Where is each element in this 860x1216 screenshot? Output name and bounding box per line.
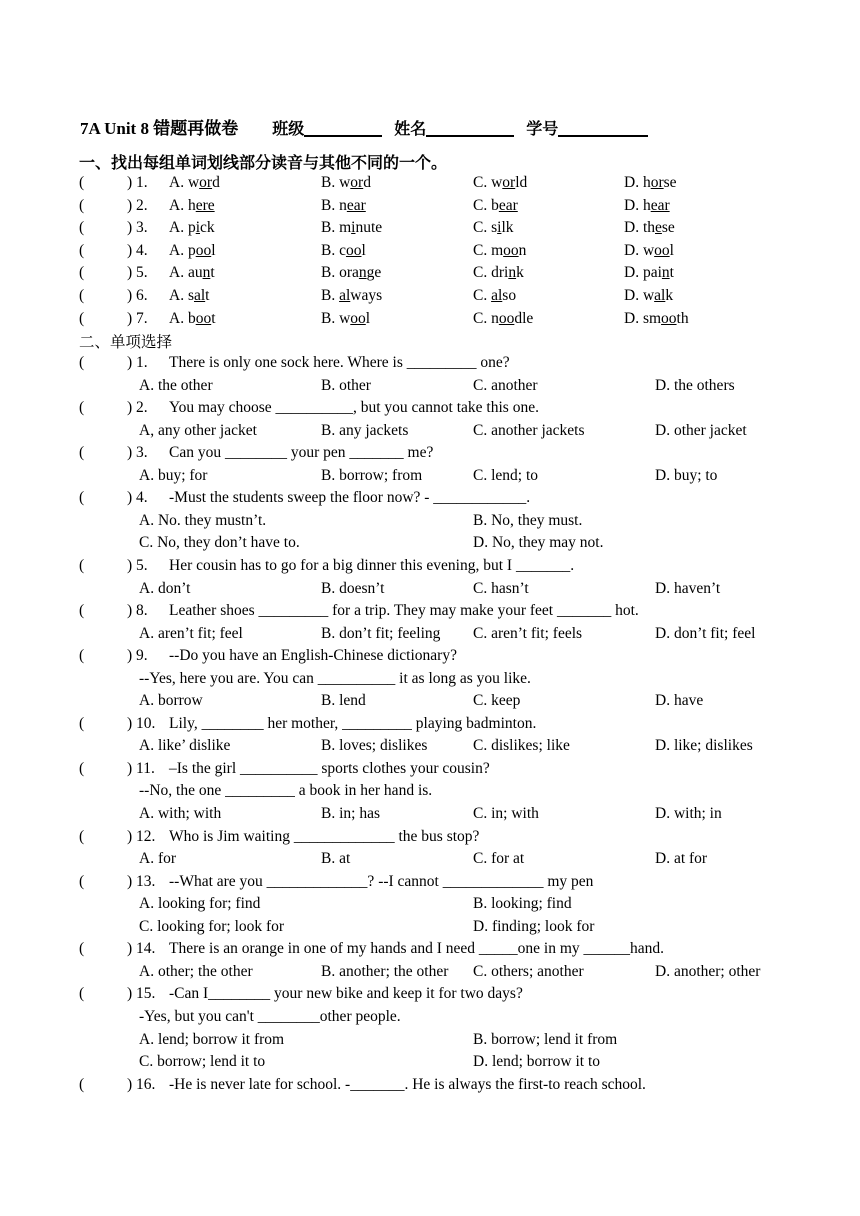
answer-option[interactable]: A. looking for; find [139, 895, 261, 913]
option-d[interactable] [624, 263, 674, 283]
answer-option[interactable]: B. in; has [321, 805, 380, 822]
answer-option[interactable]: A. buy; for [139, 466, 208, 484]
answer-paren-open: ( [79, 827, 85, 845]
option-c[interactable] [473, 218, 514, 238]
option-a[interactable] [169, 218, 215, 238]
option-a[interactable] [169, 286, 209, 306]
option-b[interactable] [321, 309, 370, 329]
option-text: C. m [473, 241, 504, 259]
option-text: D. h [624, 174, 651, 191]
answer-option[interactable]: C. looking for; look for [139, 917, 285, 935]
answer-option[interactable]: B. borrow; lend it from [473, 1030, 618, 1048]
option-d[interactable] [624, 218, 675, 238]
answer-option[interactable]: D. haven’t [655, 579, 721, 597]
question-number: ) 2. [127, 399, 148, 417]
answer-paren-open: ( [79, 354, 85, 371]
question-number: ) 12. [127, 827, 156, 845]
question-number: ) 2. [127, 196, 148, 214]
underlined-letters: i [497, 219, 502, 237]
answer-option[interactable]: A. other; the other [139, 962, 253, 980]
underlined-letters: ear [346, 196, 366, 214]
answer-paren-open: ( [79, 602, 85, 620]
question-number: ) 9. [127, 647, 148, 665]
question-number: ) 11. [127, 759, 155, 777]
question-text: Who is Jim waiting _____________ the bus stop? [169, 827, 480, 845]
answer-paren-open: ( [79, 287, 85, 304]
class-blank[interactable] [304, 119, 382, 137]
underlined-letters: n [202, 264, 211, 282]
answer-option[interactable]: A, any other jacket [139, 421, 257, 439]
underlined-letters: oo [498, 309, 515, 327]
underlined-letters: oo [654, 241, 670, 259]
question-number: ) 14. [127, 940, 156, 958]
option-text: se [661, 219, 675, 237]
question-number: ) 3. [127, 219, 148, 237]
option-b[interactable] [321, 196, 366, 216]
answer-paren-open: ( [79, 174, 85, 191]
question-text: -Yes, but you can't ________other people. [139, 1007, 401, 1025]
answer-option[interactable]: C. hasn’t [473, 579, 529, 597]
answer-paren-open: ( [79, 489, 85, 507]
option-text: B. ora [321, 264, 359, 282]
option-text: A. h [169, 196, 196, 214]
option-text: C. n [473, 309, 499, 327]
answer-option[interactable]: C. aren’t fit; feels [473, 624, 583, 642]
option-c[interactable] [473, 173, 527, 193]
answer-option[interactable]: C. another jackets [473, 421, 585, 439]
option-b[interactable] [321, 173, 371, 193]
answer-option[interactable]: A. with; with [139, 805, 222, 822]
option-text: D. pai [624, 264, 662, 282]
option-text: C. b [473, 196, 499, 214]
answer-paren-open: ( [79, 196, 85, 214]
option-a[interactable] [169, 173, 220, 193]
answer-option[interactable]: C. lend; to [473, 466, 539, 484]
answer-option[interactable]: C. for at [473, 850, 525, 868]
question-text: --What are you _____________? --I cannot _____________ my pen [169, 872, 594, 890]
answer-option[interactable]: B. lend [321, 692, 366, 710]
option-text: l [211, 241, 216, 259]
answer-option[interactable]: B. looking; find [473, 895, 572, 913]
answer-option[interactable]: D. buy; to [655, 466, 718, 484]
page-title [80, 114, 648, 139]
option-text: B. [321, 287, 340, 304]
option-a[interactable] [169, 241, 216, 261]
answer-option[interactable]: A. for [139, 850, 177, 868]
answer-option[interactable]: D. don’t fit; feel [655, 624, 756, 642]
question-text: There is only one sock here. Where is _________ one? [169, 354, 510, 371]
answer-paren-open: ( [79, 444, 85, 462]
option-text: A. p [169, 219, 196, 237]
question-text: –Is the girl __________ sports clothes your cousin? [169, 759, 490, 777]
underlined-letters: oo [345, 241, 362, 259]
option-text: A. s [169, 287, 194, 304]
option-text: B. m [321, 219, 352, 237]
answer-option[interactable]: A. aren’t fit; feel [139, 624, 243, 642]
underlined-letters: al [339, 287, 351, 304]
option-text: nute [355, 219, 383, 237]
option-d[interactable] [624, 173, 677, 193]
answer-option[interactable]: B. any jackets [321, 421, 409, 439]
class-label: 班级 [272, 119, 305, 138]
question-text: --Do you have an English-Chinese dictionary? [169, 647, 457, 665]
question-number: ) 16. [127, 1075, 156, 1093]
option-text: k [665, 287, 674, 304]
option-text: D. w [624, 241, 655, 259]
option-text: se [663, 174, 677, 191]
answer-option[interactable]: D. another; other [655, 962, 761, 980]
answer-paren-open: ( [79, 985, 85, 1003]
number-label: 学号 [526, 119, 559, 138]
answer-option[interactable]: D. lend; borrow it to [473, 1053, 600, 1071]
option-text: n [518, 241, 527, 259]
answer-option[interactable]: D. like; dislikes [655, 737, 753, 755]
answer-paren-open: ( [79, 399, 85, 417]
option-text: B. n [321, 196, 347, 214]
option-text: so [502, 287, 517, 304]
underlined-letters: al [491, 287, 503, 304]
answer-option[interactable]: A. borrow [139, 692, 203, 710]
option-b[interactable] [321, 263, 381, 283]
question-number: ) 3. [127, 444, 148, 462]
option-text: d [212, 174, 220, 191]
answer-paren-open: ( [79, 309, 85, 327]
option-d[interactable] [624, 196, 670, 216]
option-text: C. dri [473, 264, 509, 282]
answer-option[interactable]: C. No, they don’t have to. [139, 534, 300, 552]
answer-paren-open: ( [79, 647, 85, 665]
underlined-letters: ere [195, 196, 215, 214]
option-a[interactable] [169, 196, 215, 216]
question-number: ) 10. [127, 714, 156, 732]
option-text: l [669, 241, 674, 259]
option-text: t [205, 287, 210, 304]
answer-option[interactable]: B. borrow; from [321, 466, 423, 484]
option-text: A. b [169, 309, 196, 327]
answer-option[interactable]: D. finding; look for [473, 917, 595, 935]
underlined-letters: or [350, 174, 364, 191]
answer-option[interactable]: B. doesn’t [321, 579, 385, 597]
name-label: 姓名 [394, 119, 427, 138]
underlined-letters: oo [195, 241, 212, 259]
option-c[interactable] [473, 196, 518, 216]
option-text: B. c [321, 241, 346, 259]
question-number: ) 13. [127, 872, 156, 890]
option-c[interactable] [473, 263, 524, 283]
answer-option[interactable]: A. don’t [139, 579, 191, 597]
answer-option[interactable]: C. borrow; lend it to [139, 1053, 266, 1071]
option-text: lk [501, 219, 514, 237]
question-text: Lily, ________ her mother, _________ playing badminton. [169, 714, 537, 732]
answer-paren-open: ( [79, 1075, 85, 1093]
option-text: D. w [624, 287, 655, 304]
option-a[interactable] [169, 263, 215, 283]
underlined-letters: or [199, 174, 213, 191]
option-text: C. [473, 287, 492, 304]
question-text: -Can I________ your new bike and keep it for two days? [169, 985, 523, 1003]
answer-option[interactable]: A. No. they mustn’t. [139, 511, 267, 529]
answer-paren-open: ( [79, 759, 85, 777]
section1-heading: 一、找出每组单词划线部分读音与其他不同的一个。 [79, 153, 448, 172]
option-text: th [676, 309, 689, 327]
underlined-letters: i [195, 219, 201, 237]
answer-option[interactable]: D. other jacket [655, 421, 747, 439]
option-text: C. s [473, 219, 498, 237]
option-text: ge [366, 264, 382, 282]
answer-option[interactable]: D. with; in [655, 805, 722, 822]
question-number: ) 4. [127, 489, 148, 507]
option-text: B. w [321, 309, 351, 327]
question-number: ) 7. [127, 309, 148, 327]
answer-option[interactable]: A. the other [139, 376, 213, 394]
answer-paren-open: ( [79, 940, 85, 958]
option-d[interactable] [624, 286, 673, 306]
answer-option[interactable]: B. at [321, 850, 351, 868]
question-text: Her cousin has to go for a big dinner this evening, but I _______. [169, 556, 575, 574]
option-text: A. w [169, 174, 200, 191]
option-text: D. th [624, 219, 655, 237]
name-blank[interactable] [426, 119, 514, 137]
question-number: ) 1. [127, 354, 148, 371]
question-number: ) 1. [127, 174, 148, 191]
option-b[interactable] [321, 218, 382, 238]
option-text: t [210, 264, 215, 282]
underlined-letters: n [358, 264, 367, 282]
answer-paren-open: ( [79, 264, 85, 282]
question-number: ) 5. [127, 264, 148, 282]
option-text: ld [515, 174, 528, 191]
option-text: ways [350, 287, 383, 304]
underlined-letters: al [654, 287, 666, 304]
question-text: Leather shoes _________ for a trip. They may make your feet _______ hot. [169, 602, 639, 620]
question-number: ) 8. [127, 602, 148, 620]
underlined-letters: or [650, 174, 664, 191]
question-number: ) 4. [127, 241, 148, 259]
answer-paren-open: ( [79, 872, 85, 890]
option-text: l [361, 241, 366, 259]
question-text: --Yes, here you are. You can __________ it as long as you like. [139, 669, 531, 687]
underlined-letters: oo [350, 309, 366, 327]
question-text: -Must the students sweep the floor now? - ____________. [169, 489, 531, 507]
question-text: Can you ________ your pen _______ me? [169, 444, 434, 462]
option-text: k [516, 264, 524, 282]
answer-paren-open: ( [79, 556, 85, 574]
option-text: d [363, 174, 371, 191]
option-b[interactable] [321, 241, 366, 261]
option-text: A. au [169, 264, 203, 282]
answer-option[interactable]: B. another; the other [321, 962, 449, 980]
option-text: l [365, 309, 371, 327]
answer-option[interactable]: C. another [473, 376, 538, 394]
option-text: t [211, 309, 216, 327]
option-c[interactable] [473, 286, 516, 306]
option-text: ck [200, 219, 215, 237]
option-c[interactable] [473, 241, 526, 261]
answer-option[interactable]: B. No, they must. [473, 511, 583, 529]
underlined-letters: n [508, 264, 517, 282]
option-c[interactable] [473, 309, 533, 329]
underlined-letters: n [661, 264, 670, 282]
option-a[interactable] [169, 309, 216, 329]
option-text: A. p [169, 241, 196, 259]
answer-option[interactable]: D. the others [655, 376, 735, 394]
option-text: t [669, 264, 674, 282]
answer-option[interactable]: B. other [321, 376, 371, 394]
question-text: There is an orange in one of my hands and I need _____one in my ______hand. [169, 940, 665, 958]
answer-option[interactable]: B. don’t fit; feeling [321, 624, 441, 642]
answer-paren-open: ( [79, 219, 85, 237]
answer-option[interactable]: C. others; another [473, 962, 584, 980]
option-text: B. w [321, 174, 351, 191]
option-d[interactable] [624, 309, 689, 329]
underlined-letters: ear [498, 196, 518, 214]
option-text: C. w [473, 174, 503, 191]
option-text: dle [514, 309, 534, 327]
answer-option[interactable]: A. lend; borrow it from [139, 1030, 285, 1048]
section2-heading: 二、单项选择 [79, 333, 173, 351]
answer-option[interactable]: D. have [655, 692, 704, 710]
question-text: --No, the one _________ a book in her hand is. [139, 782, 433, 800]
option-text: D. h [624, 196, 651, 214]
title-text: 7A Unit 8 错题再做卷 [80, 119, 239, 138]
option-d[interactable] [624, 241, 674, 261]
answer-paren-open: ( [79, 241, 85, 259]
underlined-letters: al [193, 287, 206, 304]
underlined-letters: ear [650, 196, 670, 214]
answer-option[interactable]: D. at for [655, 850, 708, 868]
question-number: ) 5. [127, 556, 148, 574]
question-number: ) 6. [127, 287, 148, 304]
answer-option[interactable]: B. loves; dislikes [321, 737, 428, 755]
answer-option[interactable]: A. like’ dislike [139, 737, 231, 755]
underlined-letters: oo [661, 309, 677, 327]
answer-option[interactable]: C. dislikes; like [473, 737, 570, 755]
underlined-letters: oo [503, 241, 519, 259]
number-blank[interactable] [558, 119, 648, 137]
answer-paren-open: ( [79, 714, 85, 732]
underlined-letters: i [351, 219, 356, 237]
question-number: ) 15. [127, 985, 156, 1003]
underlined-letters: or [502, 174, 516, 191]
question-text: You may choose __________, but you cannot take this one. [169, 399, 539, 417]
underlined-letters: e [655, 219, 662, 237]
underlined-letters: oo [195, 309, 212, 327]
answer-option[interactable]: D. No, they may not. [473, 534, 604, 552]
option-text: D. sm [624, 309, 662, 327]
option-b[interactable] [321, 286, 382, 306]
answer-option[interactable]: C. keep [473, 692, 521, 710]
question-text: -He is never late for school. -_______. He is always the first-to reach school. [169, 1075, 646, 1093]
answer-option[interactable]: C. in; with [473, 805, 539, 822]
